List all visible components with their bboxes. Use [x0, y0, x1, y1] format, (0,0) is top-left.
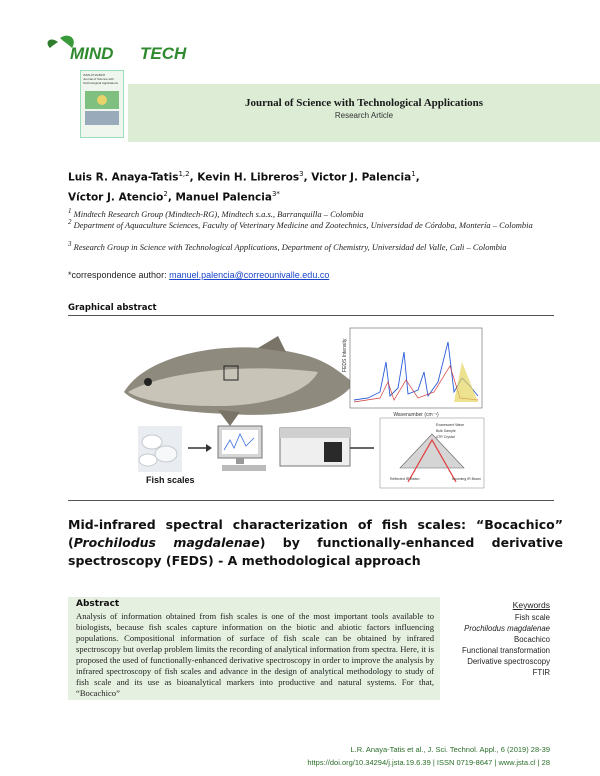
species-name: Prochilodus magdalenae [73, 535, 260, 550]
author-name: Kevin H. Libreros [197, 171, 300, 184]
spectrum-xlabel: Wavenumber (cm⁻¹) [393, 412, 439, 418]
keyword-item: Functional transformation [462, 646, 550, 655]
keyword-item: Bocachico [514, 635, 550, 644]
spectrum-chart [342, 328, 482, 418]
journal-title: Journal of Science with Technological Applications [244, 97, 484, 109]
figure-illustration [118, 322, 486, 492]
diagram-label: Bulk Sample [436, 429, 456, 433]
footer-citation: L.R. Anaya-Tatis et al., J. Sci. Technol. Appl., 6 (2019) 28-39 [350, 745, 550, 754]
logo-text-right: TECH [140, 44, 187, 63]
article-type: Research Article [334, 111, 394, 120]
diagram-label: ATR Crystal [436, 435, 455, 439]
keyword-item: FTIR [532, 668, 550, 677]
logo-text-left: MIND [70, 44, 114, 63]
abstract-heading: Abstract [76, 599, 120, 609]
atr-diagram [380, 418, 484, 488]
diagram-label: Evanescent Wave [436, 423, 465, 427]
correspondence-label: *correspondence author: [68, 270, 167, 280]
author-name: Luis R. Anaya-Tatis [68, 171, 179, 184]
journal-cover-thumbnail [80, 70, 124, 138]
author-line-2: Víctor J. Atencio$^2$, Manuel Palencia$^{3*}$ [68, 189, 280, 203]
author-name: Manuel Palencia [175, 191, 272, 203]
diagram-label: Reflected IR Beam [390, 477, 420, 481]
fish-scales-photo [138, 426, 212, 472]
computer-image [218, 426, 266, 471]
article-title: Mid-infrared spectral characterization of fish scales: “Bocachico” (Prochilodus magdalenae) by functionally-enhanced derivative spectroscopy (FEDS) - A methodological approach [68, 517, 564, 568]
author-line-1: Luis R. Anaya-Tatis$^{1,2}$, Kevin H. Libreros$^3$, Victor J. Palencia$^1$, [68, 170, 420, 184]
graphical-abstract-label: Graphical abstract [68, 303, 157, 313]
diagram-label: Incoming IR Beam [452, 477, 481, 481]
affiliation-3: $^3$ Research Group in Science with Technological Applications, Department of Chemistry, Universidad del Valle, Cali – Colombia [68, 240, 507, 252]
abstract-body: Analysis of information obtained from fish scales is one of the most important tools available to biologists, because fish scales capture information on the biotic and abiotic factors influencing populations. Compositional information of surface of fish scale can be obtained by infrared spectroscopy but overlap problem limits the recording of analytical information from spectra. Here, it is proposed the used of functionally-enhanced derivative spectroscopy in order to improve the analysis by infrared spectroscopy of fish scales and advance in the design of analytical methodology to study of fish scale and its use as bioanalytical markers into productive and natural systems. For that, “Bocachico” [76, 611, 434, 698]
divider [68, 315, 554, 316]
author-name: Víctor J. Atencio [68, 191, 164, 203]
correspondence-email-link[interactable]: manuel.palencia@correounivalle.edu.co [169, 270, 330, 280]
cover-image [81, 85, 123, 131]
correspondence [68, 270, 329, 280]
affiliation-1: $^1$ Mindtech Research Group (Mindtech-RG), Mindtech s.a.s., Barranquilla – Colombia [68, 207, 364, 219]
keywords-heading: Keywords [512, 600, 550, 610]
divider [68, 500, 554, 501]
footer-doi-line[interactable]: https://doi.org/10.34294/j.jsta.19.6.39 | ISSN 0719-8647 | www.jsta.cl | 28 [307, 758, 550, 767]
cover-journal: Journal of Science with Technological Applications [83, 77, 119, 85]
fish-image [124, 336, 370, 426]
graphical-abstract-figure [118, 322, 486, 492]
affiliation-2: $^2$ Department of Aquaculture Sciences, Faculty of Veterinary Medicine and Zootechnics, Universidad de Córdoba, Montería – Colombia [68, 218, 533, 230]
author-list [68, 166, 538, 205]
spectrum-ylabel: FEDS Intensity [342, 338, 348, 372]
author-name: Victor J. Palencia [311, 171, 412, 184]
keyword-item: Fish scale [514, 613, 550, 622]
ftir-spectrometer-image [280, 428, 374, 466]
figure-caption: Fish scales [146, 475, 195, 485]
cover-issn: ISSN-0719-8647 [83, 73, 106, 77]
keyword-item: Derivative spectroscopy [467, 657, 550, 666]
keyword-item: Prochilodus magdalenae [464, 624, 550, 633]
